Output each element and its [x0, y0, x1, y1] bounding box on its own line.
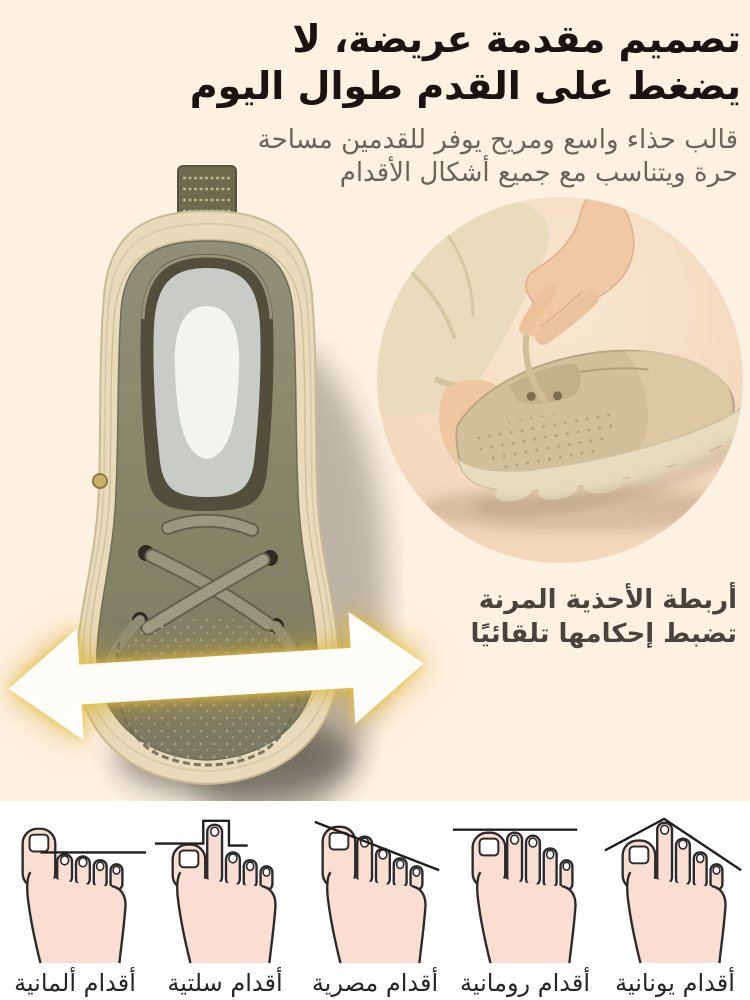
foot-diagram-greek — [600, 801, 750, 1000]
shoe-collar-opening — [140, 254, 273, 511]
roman-foot-icon — [450, 809, 600, 967]
german-foot-icon — [0, 809, 150, 967]
page-title — [21, 16, 741, 110]
foot-label-egyptian: أقدام مصرية — [311, 969, 439, 997]
greek-foot-icon — [600, 809, 750, 967]
title-line-2: يضغط على القدم طوال اليوم — [189, 64, 741, 109]
foot-label-celtic: أقدام سلتية — [167, 969, 283, 997]
egyptian-foot-icon — [300, 809, 450, 967]
title-line-1: تصميم مقدمة عريضة، لا — [292, 17, 741, 61]
caption-line-2: تضبط إحكامها تلقائيًا — [470, 618, 737, 649]
toe-profile-line — [155, 821, 248, 846]
subtitle-line-1: قالب حذاء واسع ومريح يوفر للقدمين مساحة — [257, 125, 738, 155]
hand-tying-lace-illustration — [377, 197, 743, 563]
foot-label-roman: أقدام رومانية — [459, 969, 591, 997]
foot-diagram-celtic — [150, 801, 300, 1000]
subtitle-line-2: حرة ويتناسب مع جميع أشكال الأقدام — [339, 158, 738, 189]
foot-label-greek: أقدام يونانية — [615, 969, 735, 997]
foot-diagram-egyptian — [300, 801, 450, 1000]
foot-diagram-german — [0, 801, 150, 1000]
caption-line-1: أربطة الأحذية المرنة — [478, 585, 737, 615]
lace-circle-image — [377, 197, 743, 563]
foot-label-german: أقدام ألمانية — [14, 969, 136, 997]
lace-caption — [277, 584, 737, 652]
celtic-foot-icon — [150, 809, 300, 967]
foot-types-band — [0, 801, 750, 1000]
foot-diagram-roman — [450, 801, 600, 1000]
